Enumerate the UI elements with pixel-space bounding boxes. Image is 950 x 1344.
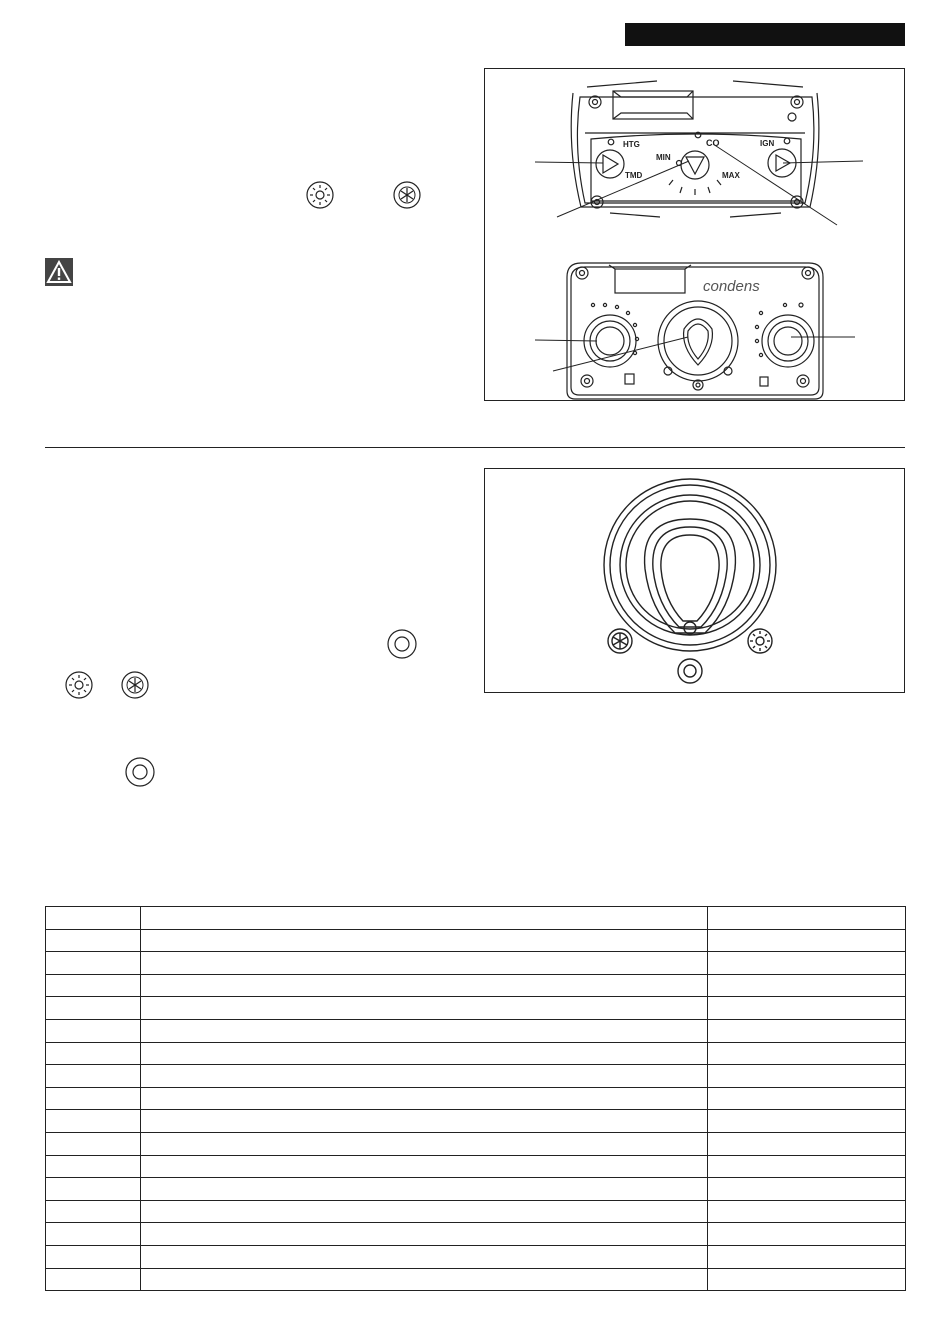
table-cell bbox=[708, 1223, 906, 1246]
table-cell bbox=[708, 1155, 906, 1178]
table-row bbox=[46, 929, 906, 952]
dhw-label: IGN bbox=[760, 139, 775, 148]
table-cell bbox=[141, 952, 708, 975]
table-cell bbox=[46, 1132, 141, 1155]
table-cell bbox=[708, 1110, 906, 1133]
control-panel-figure bbox=[484, 68, 905, 401]
section-divider bbox=[45, 447, 905, 448]
table-cell bbox=[46, 907, 141, 930]
table-cell bbox=[141, 1065, 708, 1088]
table-cell bbox=[46, 1223, 141, 1246]
table-cell bbox=[141, 1019, 708, 1042]
table-cell bbox=[708, 1245, 906, 1268]
table-row bbox=[46, 1223, 906, 1246]
table-row bbox=[46, 952, 906, 975]
winter-mode-icon bbox=[392, 180, 422, 210]
table-cell bbox=[46, 1087, 141, 1110]
table-row bbox=[46, 974, 906, 997]
max-label: MAX bbox=[722, 171, 740, 180]
table-cell bbox=[708, 1200, 906, 1223]
min-label: MIN bbox=[656, 153, 671, 162]
table-cell bbox=[708, 1065, 906, 1088]
htg-label: HTG bbox=[623, 140, 640, 149]
summer-mode-icon bbox=[305, 180, 335, 210]
table-row bbox=[46, 1155, 906, 1178]
table-row bbox=[46, 1087, 906, 1110]
table-cell bbox=[46, 1019, 141, 1042]
table-cell bbox=[46, 952, 141, 975]
table-cell bbox=[708, 907, 906, 930]
table-cell bbox=[141, 1110, 708, 1133]
table-cell bbox=[708, 929, 906, 952]
table-row bbox=[46, 1200, 906, 1223]
reset-button-icon-2 bbox=[124, 756, 156, 788]
table-row bbox=[46, 1065, 906, 1088]
reset-button-icon bbox=[386, 628, 418, 660]
table-row bbox=[46, 1132, 906, 1155]
table-cell bbox=[46, 1245, 141, 1268]
brand-logo: condens bbox=[703, 278, 760, 295]
table-cell bbox=[141, 1223, 708, 1246]
table-cell bbox=[141, 907, 708, 930]
table-cell bbox=[708, 997, 906, 1020]
table-cell bbox=[46, 974, 141, 997]
table-row bbox=[46, 1042, 906, 1065]
table-cell bbox=[708, 1042, 906, 1065]
table-cell bbox=[708, 952, 906, 975]
table-cell bbox=[141, 1200, 708, 1223]
table-row bbox=[46, 907, 906, 930]
table-cell bbox=[141, 1155, 708, 1178]
winter-mode-icon-2 bbox=[120, 670, 150, 700]
table-cell bbox=[708, 1178, 906, 1201]
warning-icon bbox=[45, 258, 73, 286]
table-cell bbox=[46, 997, 141, 1020]
table-cell bbox=[46, 1065, 141, 1088]
table-cell bbox=[708, 1019, 906, 1042]
parameters-table bbox=[45, 906, 906, 1291]
table-row bbox=[46, 1268, 906, 1291]
table-cell bbox=[46, 929, 141, 952]
table-row bbox=[46, 1245, 906, 1268]
table-cell bbox=[141, 929, 708, 952]
table-cell bbox=[141, 1268, 708, 1291]
summer-mode-icon-2 bbox=[64, 670, 94, 700]
table-cell bbox=[46, 1268, 141, 1291]
table-cell bbox=[708, 1087, 906, 1110]
table-row bbox=[46, 997, 906, 1020]
table-cell bbox=[141, 1087, 708, 1110]
table-cell bbox=[141, 997, 708, 1020]
table-cell bbox=[141, 1042, 708, 1065]
header-bar bbox=[625, 23, 905, 46]
selector-knob-figure bbox=[484, 468, 905, 693]
table-cell bbox=[46, 1110, 141, 1133]
table-cell bbox=[46, 1155, 141, 1178]
table-cell bbox=[141, 1132, 708, 1155]
table-cell bbox=[141, 1178, 708, 1201]
co-label: CO bbox=[706, 138, 720, 148]
table-row bbox=[46, 1178, 906, 1201]
tmd-label: TMD bbox=[625, 171, 643, 180]
table-cell bbox=[708, 974, 906, 997]
table-cell bbox=[141, 1245, 708, 1268]
table-row bbox=[46, 1019, 906, 1042]
table-cell bbox=[141, 974, 708, 997]
table-cell bbox=[46, 1042, 141, 1065]
table-row bbox=[46, 1110, 906, 1133]
table-cell bbox=[46, 1178, 141, 1201]
table-cell bbox=[708, 1268, 906, 1291]
table-cell bbox=[708, 1132, 906, 1155]
table-cell bbox=[46, 1200, 141, 1223]
